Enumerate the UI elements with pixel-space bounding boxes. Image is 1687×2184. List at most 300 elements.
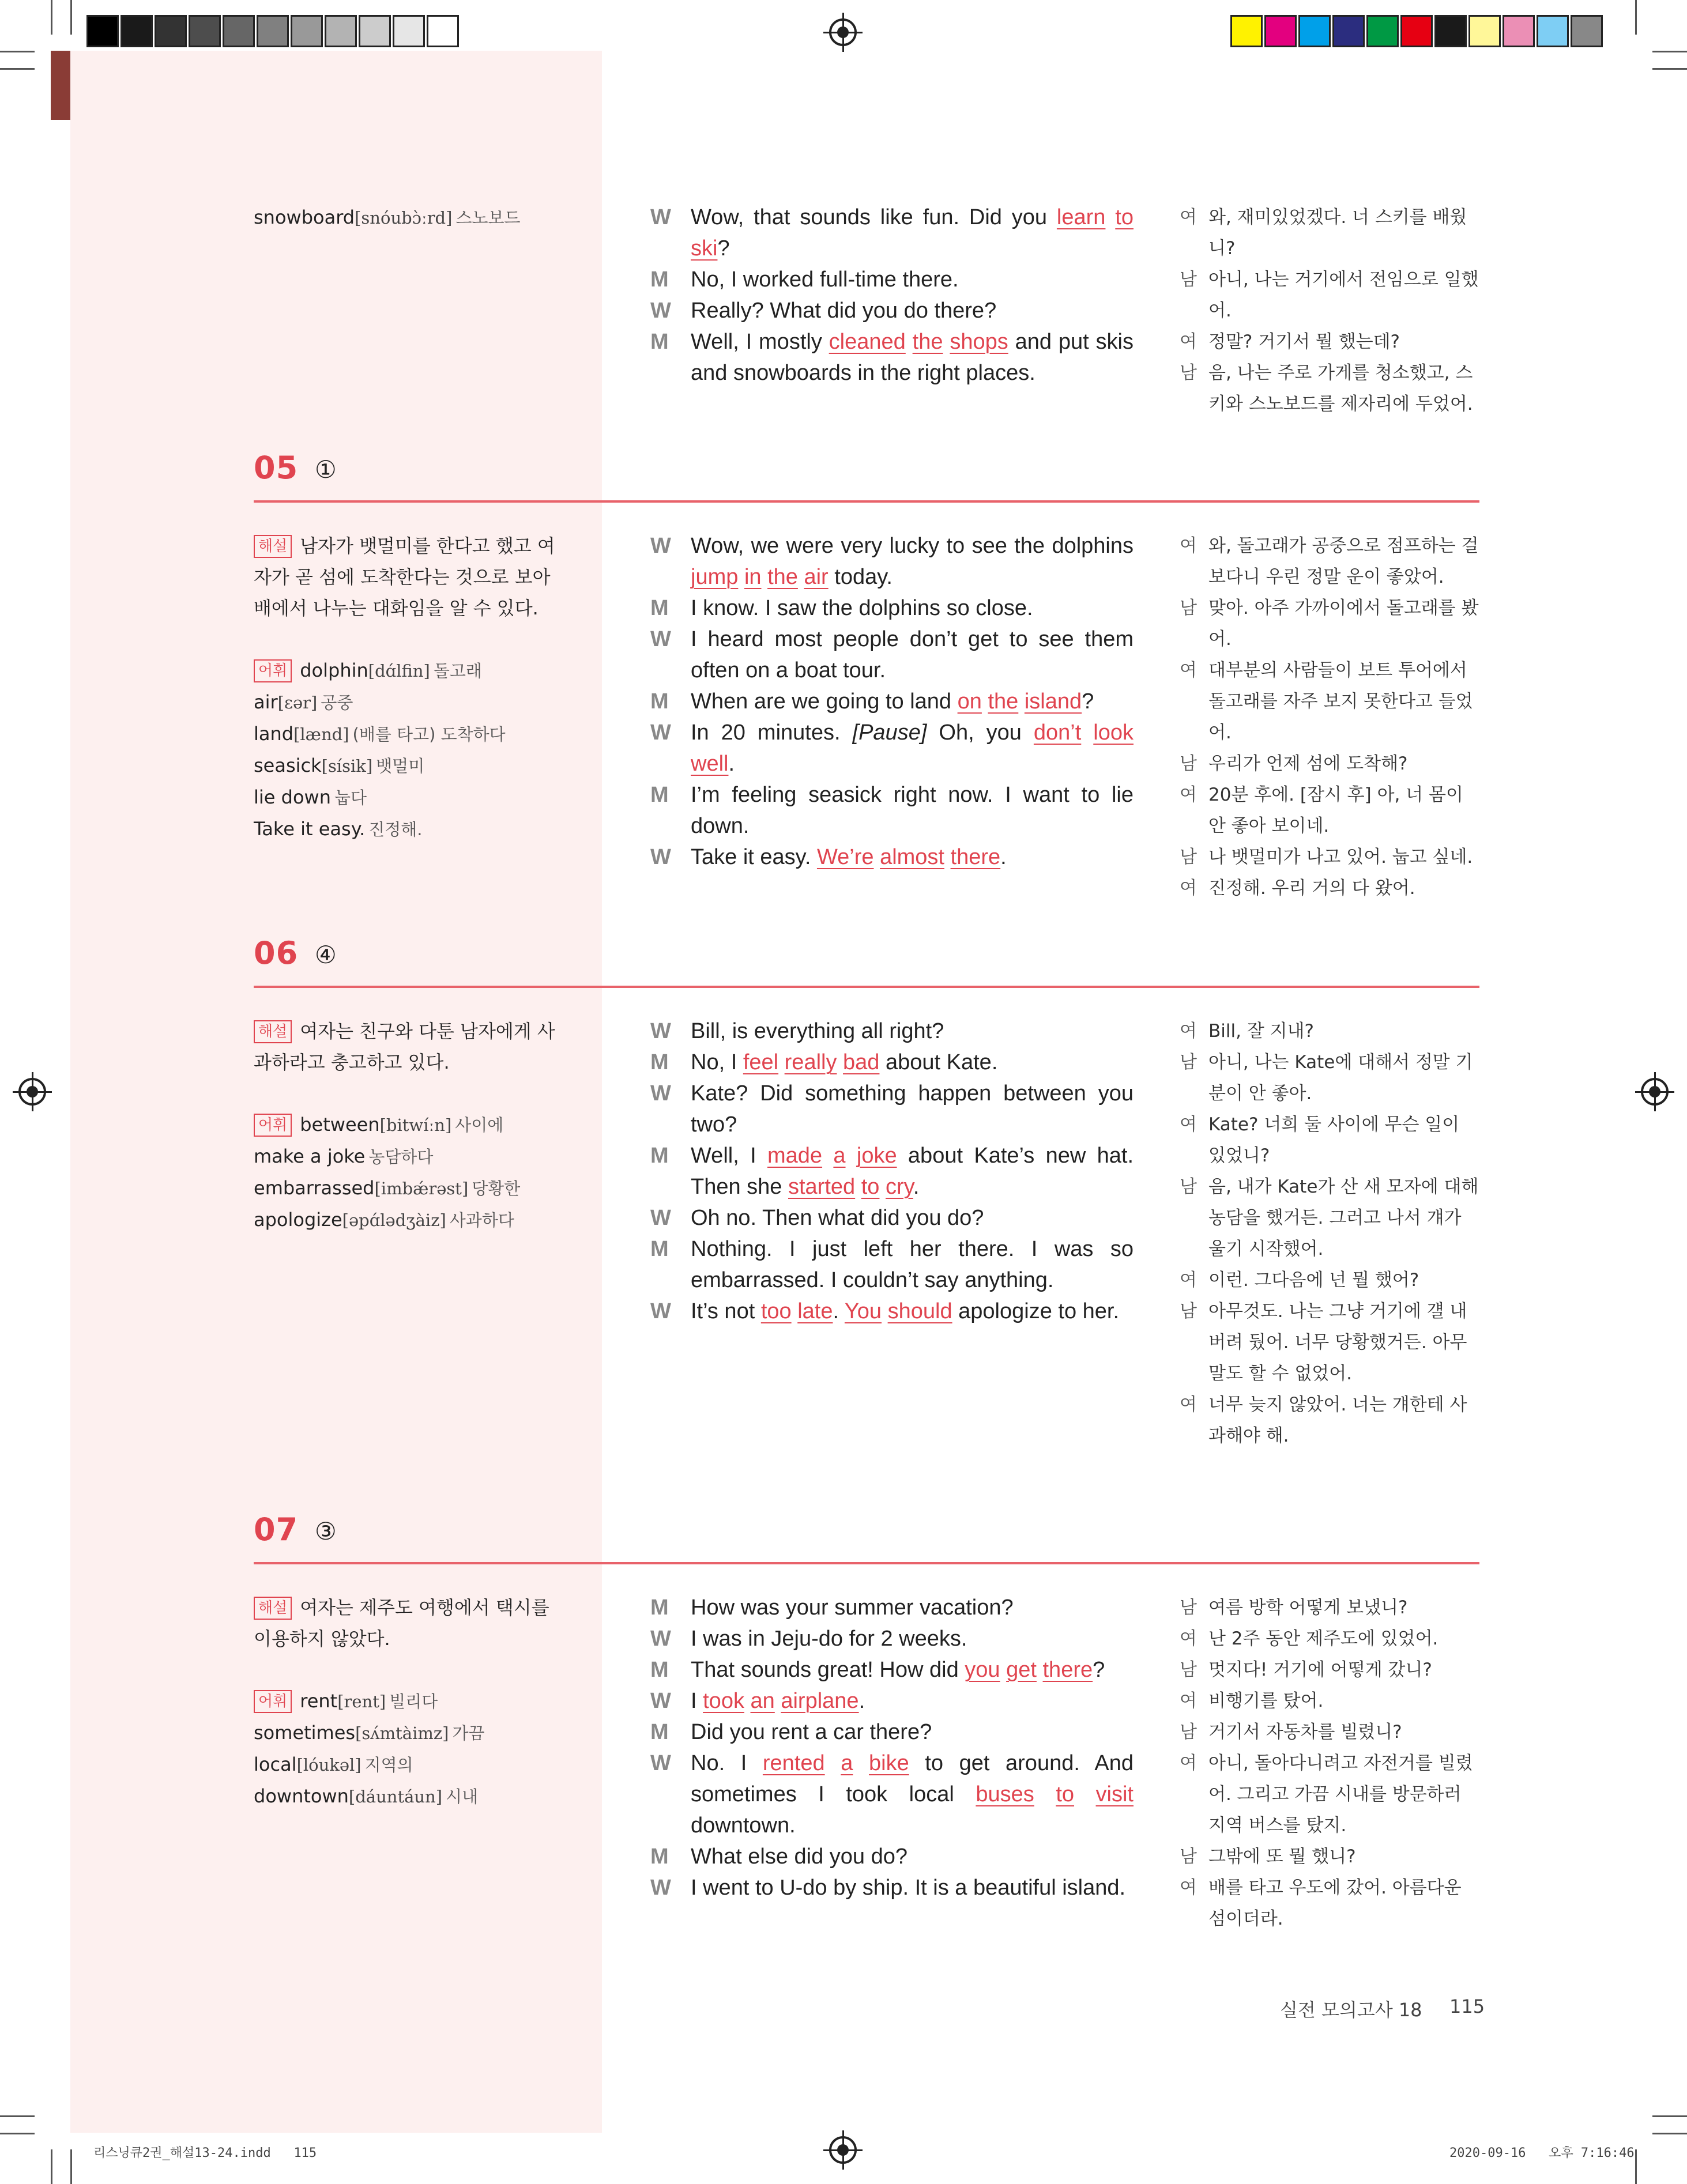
dialogue-text <box>855 1175 861 1199</box>
stage-direction: [Pause] <box>852 721 927 745</box>
translation-line <box>1180 1296 1479 1389</box>
dialogue-text: . <box>833 1299 845 1323</box>
speaker-label: M <box>650 596 669 620</box>
dialogue-line <box>650 202 1134 264</box>
crop-mark <box>70 0 72 35</box>
translation-text: 맞아. 아주 가까이에서 돌고래를 봤어. <box>1208 598 1479 650</box>
dialogue-text: I <box>691 1689 703 1713</box>
answer-blank: a <box>833 1144 846 1168</box>
translation-line <box>1180 1047 1479 1109</box>
speaker-label: M <box>650 1844 669 1869</box>
translation-text: 나 뱃멀미가 나고 있어. 눕고 싶네. <box>1208 847 1473 867</box>
answer-blank: don’t <box>1033 721 1082 745</box>
vocab-item <box>254 1204 565 1236</box>
section-notes <box>254 1016 565 1236</box>
translation-text: 20분 후에. [잠시 후] 아, 너 몸이 안 좋아 보이네. <box>1208 784 1463 836</box>
vocab-word: rent <box>300 1690 338 1712</box>
answer-blank: an <box>750 1689 775 1713</box>
dialogue-text <box>853 1751 869 1775</box>
vocab-word: local <box>254 1753 297 1775</box>
speaker-label: 남 <box>1180 1659 1197 1680</box>
color-swatch <box>393 15 425 47</box>
dialogue-text: I went to U-do by ship. It is a beautiful island. <box>691 1876 1126 1900</box>
answer-blank: well <box>691 752 729 776</box>
speaker-label: 남 <box>1180 1846 1197 1867</box>
vocab-badge: 어휘 <box>254 1114 292 1137</box>
dialogue-text: Did you rent a car there? <box>691 1720 932 1744</box>
registration-mark <box>1641 1078 1669 1106</box>
vocab-word: lie down <box>254 786 331 808</box>
translation-line <box>1180 1109 1479 1171</box>
dialogue-text: I was in Jeju-do for 2 weeks. <box>691 1627 967 1651</box>
dialogue-text: downtown. <box>691 1813 796 1838</box>
dialogue-text <box>1018 689 1025 714</box>
color-swatch <box>1230 15 1263 47</box>
vocab-phonetic: [lóukəl] <box>296 1755 362 1775</box>
dialogue-line <box>650 264 1134 295</box>
vocab-list <box>254 655 565 845</box>
dialogue-text: . <box>913 1175 920 1199</box>
color-swatch <box>325 15 357 47</box>
translation-text: 우리가 언제 섬에 도착해? <box>1208 753 1408 774</box>
vocab-word: land <box>254 723 294 745</box>
translation-line <box>1180 1265 1479 1296</box>
translation-line <box>1180 873 1479 904</box>
dialogue-text <box>822 1144 833 1168</box>
dialogue-line <box>650 624 1134 686</box>
vocab-phonetic: [lænd] <box>293 725 349 744</box>
dialogue-text: about Kate. <box>879 1050 998 1074</box>
vocab-phonetic: [imbǽrəst] <box>374 1179 469 1198</box>
explanation-badge: 해설 <box>254 535 292 558</box>
answer-blank: started <box>788 1175 856 1199</box>
dialogue-line <box>650 1234 1134 1296</box>
translation-text: 이런. 그다음에 넌 뭘 했어? <box>1208 1270 1419 1291</box>
answer-blank: ski <box>691 236 718 261</box>
translation-line <box>1180 1592 1479 1623</box>
dialogue-text: I know. I saw the dolphins so close. <box>691 596 1033 620</box>
speaker-label: 남 <box>1180 269 1197 290</box>
dialogue-line <box>650 1654 1134 1685</box>
speaker-label: W <box>650 845 671 869</box>
answer-blank: look <box>1093 721 1134 745</box>
vocab-item <box>254 655 565 686</box>
color-swatch <box>1366 15 1399 47</box>
translation-text: 그밖에 또 뭘 했니? <box>1208 1846 1356 1867</box>
speaker-label: W <box>650 721 671 745</box>
answer-blank: learn <box>1056 205 1106 229</box>
translation-text: Kate? 너희 둘 사이에 무슨 일이 있었니? <box>1208 1114 1460 1166</box>
section-notes <box>254 530 565 845</box>
speaker-label: W <box>650 299 671 323</box>
translation-line <box>1180 1685 1479 1717</box>
explanation-text: 여자는 친구와 다툰 남자에게 사과하라고 충고하고 있다. <box>254 1020 555 1073</box>
vocab-word: air <box>254 691 278 713</box>
dialogue-text: . <box>728 752 735 776</box>
speaker-label: M <box>650 330 669 354</box>
crop-mark <box>51 0 52 35</box>
vocab-item <box>254 1172 565 1204</box>
vocab-phonetic: [rent] <box>337 1692 386 1711</box>
vocab-meaning: 시내 <box>446 1787 479 1806</box>
dialogue-text <box>944 845 951 869</box>
dialogue-text: about Kate’s new hat. Then she <box>691 1144 1134 1199</box>
dialogue-text <box>874 845 880 869</box>
speaker-label: 여 <box>1180 878 1197 899</box>
speaker-label: 여 <box>1180 207 1197 228</box>
vocab-badge: 어휘 <box>254 659 292 682</box>
dialogue-line <box>650 1748 1134 1841</box>
dialogue-line <box>650 1841 1134 1872</box>
section-answer: ④ <box>315 941 337 969</box>
dialogue-text: today. <box>828 565 893 589</box>
speaker-label: M <box>650 1237 669 1261</box>
dialogue-text: ? <box>1093 1658 1105 1682</box>
vocab-phonetic: [dáuntáun] <box>348 1787 443 1806</box>
translation-text: 정말? 거기서 뭘 했는데? <box>1208 331 1400 352</box>
speaker-label: 여 <box>1180 660 1197 681</box>
section-divider <box>254 986 1479 988</box>
explanation-badge: 해설 <box>254 1597 292 1620</box>
vocab-item <box>254 1109 565 1141</box>
vocab-phonetic: [snóubɔ̀ːrd] <box>355 208 453 228</box>
vocab-meaning: 돌고래 <box>433 661 482 681</box>
translation-line <box>1180 264 1479 326</box>
vocab-list <box>254 1109 565 1236</box>
translation <box>1180 1592 1479 1934</box>
color-swatch <box>1571 15 1603 47</box>
vocab-word: dolphin <box>300 659 368 681</box>
answer-blank: You <box>844 1299 882 1323</box>
explanation <box>254 530 565 624</box>
speaker-label: W <box>650 205 671 229</box>
translation-line <box>1180 202 1479 264</box>
answer-blank: took <box>703 1689 744 1713</box>
speaker-label: 여 <box>1180 1691 1197 1711</box>
dialogue-text <box>1105 205 1115 229</box>
vocab-item <box>254 813 565 845</box>
crop-mark <box>70 2149 72 2184</box>
dialogue <box>650 530 1134 873</box>
answer-blank: rented <box>762 1751 825 1775</box>
answer-blank: to <box>861 1175 880 1199</box>
vocab-meaning: 당황한 <box>472 1179 521 1198</box>
answer-blank: cry <box>886 1175 913 1199</box>
dialogue-text <box>775 1689 781 1713</box>
vocab-phonetic: [əpɑ́lədʒàiz] <box>342 1210 446 1230</box>
dialogue-text: I heard most people don’t get to see them often on a boat tour. <box>691 627 1134 682</box>
crop-mark <box>0 68 35 70</box>
vocab-item <box>254 750 565 782</box>
color-swatch <box>120 15 153 47</box>
speaker-label: 남 <box>1180 847 1197 867</box>
dialogue-text <box>825 1751 841 1775</box>
dialogue-line <box>650 1623 1134 1654</box>
color-swatch <box>223 15 255 47</box>
translation-line <box>1180 1872 1479 1934</box>
dialogue-text: No. I <box>691 1751 763 1775</box>
crop-mark <box>0 51 35 52</box>
dialogue-line <box>650 1592 1134 1623</box>
speaker-label: W <box>650 1876 671 1900</box>
vocab-meaning: 농담하다 <box>368 1147 434 1167</box>
vocab-word: snowboard <box>254 206 355 228</box>
translation-line <box>1180 748 1479 779</box>
dialogue-text: Bill, is everything all right? <box>691 1019 944 1043</box>
vocab-badge: 어휘 <box>254 1690 292 1713</box>
vocab-meaning: 눕다 <box>334 788 367 808</box>
translation-text: 너무 늦지 않았어. 너는 걔한테 사과해야 해. <box>1208 1394 1467 1446</box>
section-divider <box>254 500 1479 503</box>
dialogue-text <box>846 1144 857 1168</box>
speaker-label: M <box>650 1658 669 1682</box>
dialogue-text <box>1074 1782 1096 1806</box>
dialogue-line <box>650 1078 1134 1140</box>
translation-text: 거기서 자동차를 빌렸니? <box>1208 1722 1402 1742</box>
speaker-label: 여 <box>1180 1394 1197 1415</box>
dialogue-text: to get around. And sometimes I took local <box>691 1751 1134 1806</box>
dialogue-line <box>650 1296 1134 1327</box>
translation-text: 아무것도. 나는 그냥 거기에 걜 내버려 뒀어. 너무 당황했거든. 아무 말도 할 수 없었어. <box>1208 1301 1467 1384</box>
dialogue-line <box>650 779 1134 842</box>
dialogue-line <box>650 1202 1134 1234</box>
answer-blank: almost <box>880 845 944 869</box>
dialogue-text: apologize to her. <box>952 1299 1120 1323</box>
dialogue-line <box>650 717 1134 779</box>
speaker-label: M <box>650 1144 669 1168</box>
speaker-label: M <box>650 267 669 292</box>
answer-blank: jump <box>691 565 739 589</box>
speaker-label: W <box>650 534 671 558</box>
explanation <box>254 1592 565 1654</box>
vocab-item <box>254 718 565 750</box>
speaker-label: W <box>650 1081 671 1106</box>
translation-line <box>1180 530 1479 593</box>
speaker-label: 여 <box>1180 1753 1197 1774</box>
speaker-label: 남 <box>1180 1301 1197 1322</box>
dialogue-text <box>778 1050 785 1074</box>
dialogue-line <box>650 842 1134 873</box>
vocab-word: between <box>300 1114 380 1136</box>
answer-blank: a <box>841 1751 853 1775</box>
dialogue-text <box>744 1689 751 1713</box>
translation-text: 난 2주 동안 제주도에 있었어. <box>1208 1628 1439 1649</box>
translation-text: 음, 내가 Kate가 산 새 모자에 대해 농담을 했거든. 그러고 나서 걔가 울기 시작했어. <box>1208 1176 1479 1259</box>
dialogue-text: It’s not <box>691 1299 761 1323</box>
registration-mark <box>829 2136 857 2164</box>
crop-mark <box>1652 2115 1687 2117</box>
section-number: 07 <box>254 1511 299 1548</box>
dialogue-text: Oh, you <box>927 721 1034 745</box>
dialogue-text <box>1034 1782 1056 1806</box>
speaker-label: 남 <box>1180 598 1197 618</box>
vocab-meaning: 진정해. <box>368 820 423 839</box>
translation-line <box>1180 1717 1479 1748</box>
translation-text: 와, 재미있었겠다. 너 스키를 배웠니? <box>1208 207 1467 259</box>
continued-vocab <box>254 202 565 233</box>
translation-line <box>1180 1748 1479 1841</box>
dialogue <box>650 1016 1134 1327</box>
speaker-label: 남 <box>1180 363 1197 383</box>
registration-mark <box>829 18 857 46</box>
translation-text: 와, 돌고래가 공중으로 점프하는 걸 보다니 우린 정말 운이 좋았어. <box>1208 535 1479 587</box>
dialogue-text <box>1037 1658 1043 1682</box>
answer-blank: made <box>767 1144 823 1168</box>
crop-mark <box>1635 0 1637 35</box>
answer-blank: you <box>965 1658 1000 1682</box>
translation-line <box>1180 1654 1479 1685</box>
translation-line <box>1180 1841 1479 1872</box>
slug-date: 2020-09-16 오후 7:16:46 <box>1449 2146 1635 2160</box>
crop-mark <box>0 2115 35 2117</box>
translation-line <box>1180 593 1479 655</box>
vocab-item <box>254 686 565 718</box>
translation-line <box>1180 1016 1479 1047</box>
translation-line <box>1180 779 1479 842</box>
vocab-word: make a joke <box>254 1145 366 1167</box>
answer-blank: to <box>1056 1782 1075 1806</box>
dialogue-line <box>650 1047 1134 1078</box>
translation-text: 아니, 나는 Kate에 대해서 정말 기분이 안 좋아. <box>1208 1052 1473 1104</box>
explanation-text: 여자는 제주도 여행에서 택시를 이용하지 않았다. <box>254 1597 549 1650</box>
dialogue-text <box>798 565 804 589</box>
answer-blank: airplane <box>781 1689 859 1713</box>
speaker-label: 여 <box>1180 1021 1197 1042</box>
vocab-meaning: (배를 타고) 도착하다 <box>352 725 506 744</box>
answer-blank: to <box>1115 205 1134 229</box>
answer-blank: the <box>988 689 1019 714</box>
continued-dialogue <box>650 202 1134 388</box>
dialogue-text: Nothing. I just left her there. I was so embarrassed. I couldn’t say anything. <box>691 1237 1134 1292</box>
footer-section-label: 실전 모의고사 18 <box>1280 1999 1422 2021</box>
translation <box>1180 1016 1479 1451</box>
dialogue-text: Wow, we were very lucky to see the dolphins <box>691 534 1134 558</box>
section-number: 05 <box>254 450 299 486</box>
vocab-meaning: 사이에 <box>455 1115 504 1135</box>
speaker-label: 여 <box>1180 1877 1197 1898</box>
crop-mark <box>1652 51 1687 52</box>
vocab-meaning: 사과하다 <box>449 1210 514 1230</box>
answer-blank: in <box>744 565 762 589</box>
color-swatch <box>1503 15 1535 47</box>
translation-line <box>1180 1389 1479 1451</box>
translation-text: 배를 타고 우도에 갔어. 아름다운 섬이더라. <box>1208 1877 1462 1929</box>
crop-mark <box>1652 68 1687 70</box>
translation-text: 진정해. 우리 거의 다 왔어. <box>1208 878 1415 899</box>
speaker-label: 여 <box>1180 535 1197 556</box>
dialogue-text: Wow, that sounds like fun. Did you <box>691 205 1057 229</box>
dialogue-text: and put skis and snowboards in the right places. <box>691 330 1134 385</box>
vocab-word: embarrassed <box>254 1177 375 1199</box>
color-swatch <box>291 15 323 47</box>
vocab-phonetic: [sʌ́mtàimz] <box>355 1723 449 1743</box>
translation <box>1180 530 1479 904</box>
answer-blank: there <box>1042 1658 1093 1682</box>
dialogue-text <box>1081 721 1093 745</box>
translation-line <box>1180 326 1479 357</box>
color-swatch <box>86 15 119 47</box>
vocab-word: Take it easy. <box>254 818 366 840</box>
dialogue-text <box>1000 1658 1007 1682</box>
color-swatch <box>359 15 391 47</box>
crop-mark <box>1635 2149 1637 2184</box>
dialogue-line <box>650 1016 1134 1047</box>
dialogue-text <box>738 565 744 589</box>
translation-text: Bill, 잘 지내? <box>1208 1021 1314 1042</box>
answer-blank: on <box>957 689 982 714</box>
section-notes <box>254 1592 565 1812</box>
answer-blank: island <box>1024 689 1082 714</box>
color-swatch <box>427 15 459 47</box>
dialogue-text: . <box>1000 845 1007 869</box>
speaker-label: M <box>650 1050 669 1074</box>
answer-blank: air <box>804 565 829 589</box>
vocab-meaning: 지역의 <box>364 1755 413 1775</box>
translation-text: 대부분의 사람들이 보트 투어에서 돌고래를 자주 보지 못한다고 들었어. <box>1208 660 1473 743</box>
vocab-word: apologize <box>254 1209 342 1231</box>
vocab-word: seasick <box>254 755 322 776</box>
color-swatch <box>1434 15 1467 47</box>
color-swatch <box>1468 15 1501 47</box>
answer-blank: joke <box>856 1144 897 1168</box>
answer-blank: the <box>767 565 798 589</box>
answer-blank: bad <box>843 1050 880 1074</box>
dialogue-line <box>650 1685 1134 1717</box>
speaker-label: W <box>650 1689 671 1713</box>
vocab-item <box>254 1749 565 1781</box>
speaker-label: W <box>650 1019 671 1043</box>
slug-file-name: 리스닝큐2권_해설13-24.indd 115 <box>93 2146 317 2160</box>
vocab-meaning: 공중 <box>321 693 353 712</box>
dialogue-line <box>650 530 1134 593</box>
speaker-label: 남 <box>1180 753 1197 774</box>
answer-blank: feel <box>743 1050 779 1074</box>
crop-mark <box>51 2149 52 2184</box>
vocab-meaning: 뱃멀미 <box>376 756 425 776</box>
answer-blank: get <box>1006 1658 1037 1682</box>
speaker-label: W <box>650 627 671 651</box>
vocab-phonetic: [dɑ́lfin] <box>368 661 430 681</box>
speaker-label: 남 <box>1180 1176 1197 1197</box>
speaker-label: 여 <box>1180 331 1197 352</box>
continued-translation <box>1180 202 1479 420</box>
dialogue-text <box>837 1050 843 1074</box>
translation-text: 음, 나는 주로 가게를 청소했고, 스키와 스노보드를 제자리에 두었어. <box>1208 363 1473 414</box>
section-number: 06 <box>254 935 299 971</box>
answer-blank: visit <box>1095 1782 1134 1806</box>
dialogue-text: Oh no. Then what did you do? <box>691 1206 984 1230</box>
speaker-label: 여 <box>1180 1114 1197 1135</box>
answer-blank: too <box>760 1299 792 1323</box>
vocab-item <box>254 1141 565 1172</box>
speaker-label: 남 <box>1180 1052 1197 1073</box>
dialogue-line <box>650 1717 1134 1748</box>
section-answer: ① <box>315 455 337 484</box>
dialogue-text <box>982 689 988 714</box>
speaker-label: M <box>650 1595 669 1620</box>
dialogue-text <box>879 1175 886 1199</box>
crop-mark <box>0 2133 35 2134</box>
color-swatch <box>155 15 187 47</box>
dialogue-text: When are we going to land <box>691 689 958 714</box>
answer-blank: the <box>912 330 943 354</box>
explanation-text: 남자가 뱃멀미를 한다고 했고 여자가 곧 섬에 도착한다는 것으로 보아 배에서 나누는 대화임을 알 수 있다. <box>254 535 555 619</box>
page-number: 115 <box>1449 1996 1485 2017</box>
speaker-label: 여 <box>1180 784 1197 805</box>
speaker-label: M <box>650 1720 669 1744</box>
dialogue-text: No, I worked full-time there. <box>691 267 959 292</box>
dialogue-text: Take it easy. <box>691 845 817 869</box>
